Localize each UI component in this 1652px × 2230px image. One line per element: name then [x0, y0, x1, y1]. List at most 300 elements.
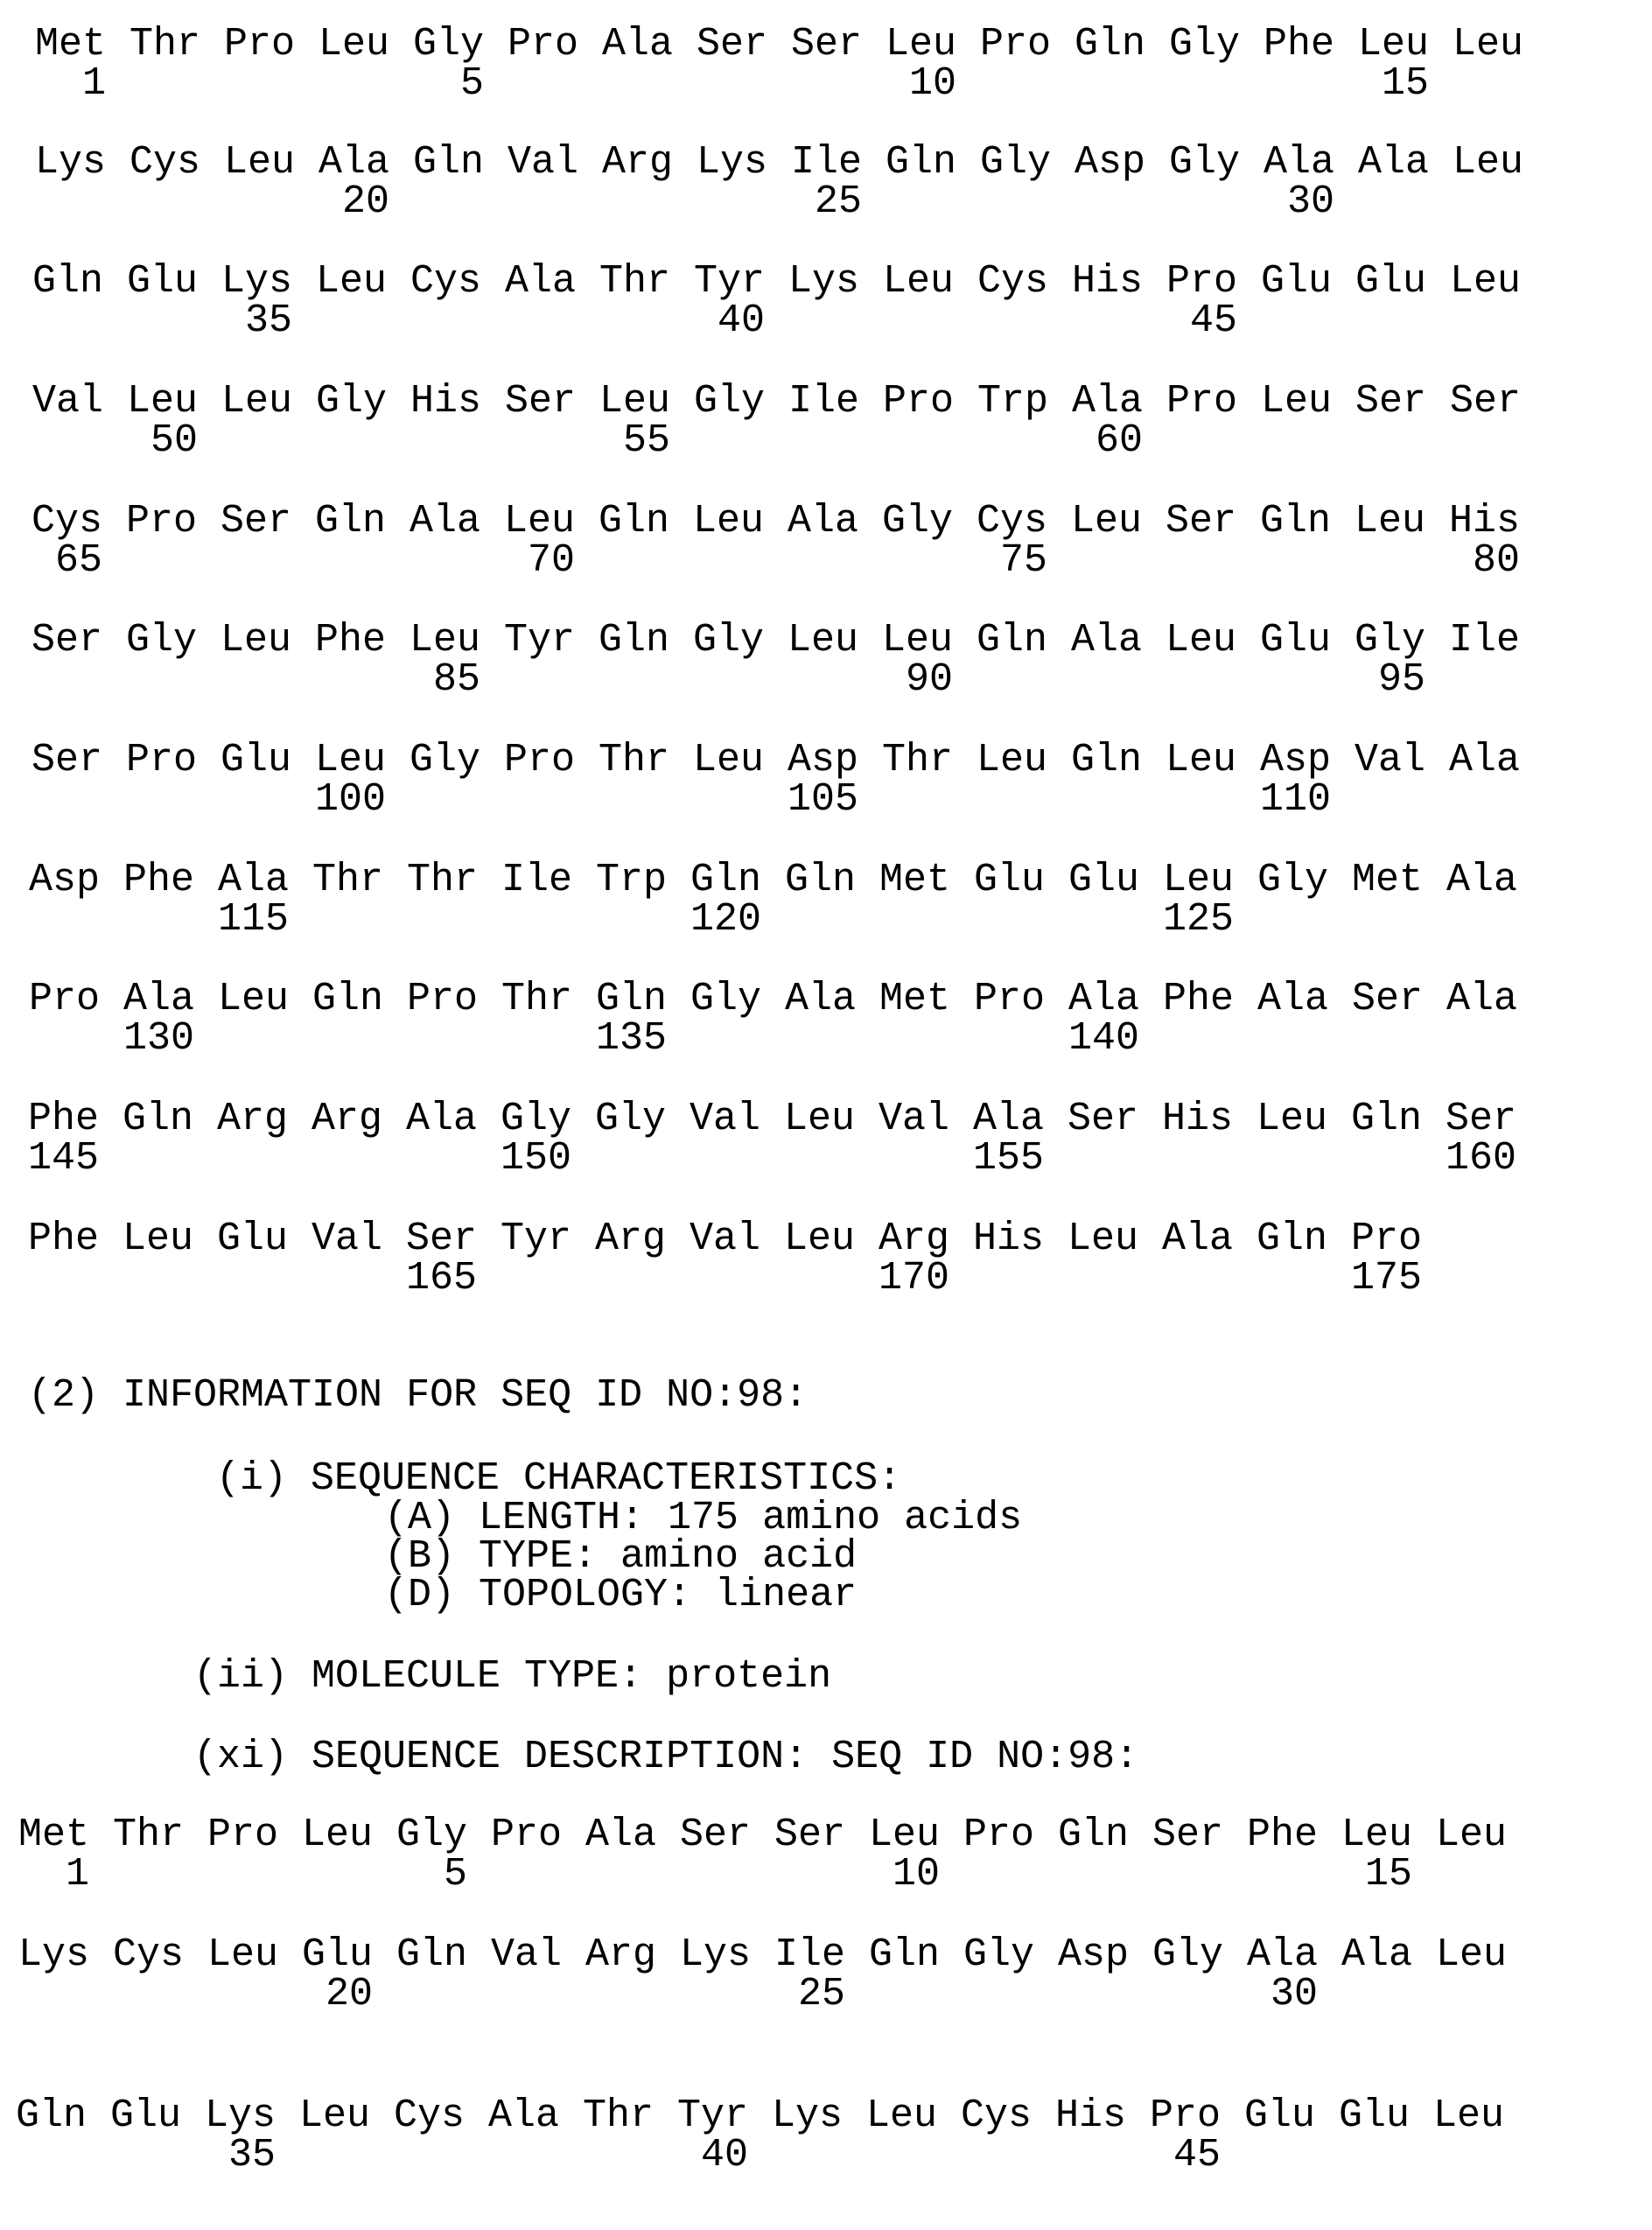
residue: Ala	[406, 1099, 500, 1139]
residue: Asp	[1058, 1935, 1152, 1974]
residue: Ser	[1355, 382, 1450, 421]
residue: Pro	[1166, 262, 1261, 301]
residue: Leu	[1433, 2096, 1528, 2135]
residue: Leu	[221, 382, 316, 421]
position-number: 30	[1264, 182, 1334, 221]
residue: Gln	[690, 860, 785, 900]
residue: Ser	[1450, 382, 1544, 421]
number-slot	[1450, 421, 1544, 460]
number-slot	[18, 1974, 113, 2014]
number-slot	[791, 182, 886, 221]
residue: Lys	[205, 2096, 299, 2135]
residue: Arg	[217, 1099, 312, 1139]
type-field: (B) TYPE: amino acid	[384, 1537, 857, 1576]
residue: Leu	[302, 1815, 396, 1855]
position-number: 40	[694, 301, 765, 340]
residue: Ser	[32, 621, 126, 660]
residue-line	[29, 979, 1541, 1019]
number-slot	[1162, 1259, 1256, 1298]
number-slot	[788, 421, 883, 460]
number-slot	[973, 1259, 1068, 1298]
residue: His	[1449, 501, 1544, 541]
number-slot	[130, 182, 224, 221]
number-slot	[1169, 182, 1264, 221]
number-slot	[974, 1019, 1068, 1058]
residue: Gly	[980, 143, 1074, 182]
number-slot	[696, 64, 791, 103]
number-slot	[302, 1974, 396, 2014]
number-slot	[413, 182, 508, 221]
number-slot	[1071, 541, 1166, 580]
number-slot	[1446, 1139, 1540, 1178]
sequence-row	[35, 25, 1547, 103]
sequence-row	[32, 262, 1544, 340]
number-slot	[690, 1019, 785, 1058]
residue: Thr	[598, 740, 693, 780]
residue-line	[18, 1935, 1530, 1974]
residue: Ala	[1446, 979, 1541, 1019]
sequence-row	[28, 1219, 1446, 1298]
position-number: 85	[410, 660, 480, 699]
residue: Leu	[1261, 382, 1355, 421]
number-slot	[788, 660, 882, 699]
residue-line	[32, 740, 1544, 780]
number-slot	[207, 1974, 302, 2014]
number-slot	[221, 421, 316, 460]
number-slot	[690, 900, 785, 939]
residue: His	[1072, 262, 1166, 301]
residue: Lys	[696, 143, 791, 182]
residue: Phe	[1264, 25, 1358, 64]
residue: Trp	[596, 860, 690, 900]
number-slot	[1247, 1855, 1341, 1894]
number-slot	[1163, 1019, 1257, 1058]
residue: Gly	[1152, 1935, 1247, 1974]
residue: Leu	[1341, 1815, 1436, 1855]
number-slot	[1058, 1974, 1152, 2014]
number-slot	[127, 301, 221, 340]
residue: Leu	[315, 740, 410, 780]
position-number-line	[28, 1139, 1540, 1178]
position-number: 15	[1358, 64, 1429, 103]
position-number: 70	[504, 541, 575, 580]
residue: Asp	[788, 740, 882, 780]
number-slot	[207, 1855, 302, 1894]
residue: Thr	[882, 740, 976, 780]
residue: Gln	[312, 979, 407, 1019]
residue: Leu	[693, 740, 788, 780]
number-slot	[693, 780, 788, 819]
number-slot	[113, 1974, 207, 2014]
number-slot	[1152, 1855, 1247, 1894]
residue: Ala	[1341, 1935, 1436, 1974]
number-slot	[1071, 780, 1166, 819]
residue: Thr	[583, 2096, 677, 2135]
number-slot	[694, 421, 788, 460]
residue-line	[16, 2096, 1528, 2135]
position-number-line	[32, 780, 1544, 819]
number-slot	[879, 1019, 974, 1058]
number-slot	[35, 64, 130, 103]
number-slot	[122, 1139, 217, 1178]
number-slot	[1446, 900, 1541, 939]
residue: Ser	[774, 1815, 869, 1855]
residue: Glu	[1355, 262, 1450, 301]
residue: Ser	[1166, 501, 1260, 541]
residue: Met	[879, 979, 974, 1019]
residue: Cys	[130, 143, 224, 182]
number-slot	[32, 421, 127, 460]
residue: Leu	[122, 1219, 217, 1259]
residue-line	[35, 143, 1547, 182]
number-slot	[977, 301, 1072, 340]
number-slot	[500, 1259, 595, 1298]
residue: Val	[491, 1935, 585, 1974]
number-slot	[217, 1139, 312, 1178]
residue: Leu	[318, 25, 413, 64]
position-number: 120	[690, 900, 761, 939]
number-slot	[1074, 182, 1169, 221]
residue: Pro	[963, 1815, 1058, 1855]
position-number: 1	[35, 64, 106, 103]
number-slot	[1055, 2135, 1150, 2175]
residue: Leu	[218, 979, 312, 1019]
number-slot	[504, 660, 598, 699]
residue: Arg	[602, 143, 696, 182]
number-slot	[312, 1259, 406, 1298]
residue: Phe	[1247, 1815, 1341, 1855]
number-slot	[788, 780, 882, 819]
sequence-row	[32, 740, 1544, 819]
residue: Phe	[28, 1099, 122, 1139]
number-slot	[1257, 1019, 1352, 1058]
residue: Ala	[1071, 621, 1166, 660]
residue: Ala	[785, 979, 879, 1019]
residue: Ala	[602, 25, 696, 64]
number-slot	[866, 2135, 961, 2175]
sequence-row	[32, 501, 1544, 580]
residue: Ala	[410, 501, 504, 541]
residue: Ser	[1152, 1815, 1247, 1855]
number-slot	[315, 780, 410, 819]
residue: Leu	[1358, 25, 1452, 64]
number-slot	[1244, 2135, 1339, 2175]
number-slot	[961, 2135, 1055, 2175]
number-slot	[205, 2135, 299, 2175]
sequence-characteristics: (i) SEQUENCE CHARACTERISTICS:	[216, 1459, 901, 1498]
position-number-line	[29, 900, 1541, 939]
residue: Val	[32, 382, 127, 421]
residue: Ser	[1446, 1099, 1540, 1139]
residue: Gly	[316, 382, 410, 421]
number-slot	[500, 1139, 595, 1178]
residue: Leu	[869, 1815, 963, 1855]
residue: Ser	[1352, 979, 1446, 1019]
number-slot	[1449, 780, 1544, 819]
residue: Glu	[1261, 262, 1355, 301]
position-number: 10	[886, 64, 956, 103]
residue: Thr	[407, 860, 501, 900]
number-slot	[690, 1139, 784, 1178]
number-slot	[221, 301, 316, 340]
position-number-line	[18, 1855, 1530, 1894]
residue: Ala	[1257, 979, 1352, 1019]
position-number-line	[18, 1974, 1530, 2014]
residue: Glu	[302, 1935, 396, 1974]
residue: Gln	[32, 262, 127, 301]
position-number-line	[32, 660, 1544, 699]
residue: Leu	[866, 2096, 961, 2135]
residue: Leu	[886, 25, 980, 64]
number-slot	[491, 1855, 585, 1894]
number-slot	[410, 301, 505, 340]
number-slot	[1446, 1019, 1541, 1058]
residue: Gln	[1351, 1099, 1446, 1139]
residue: Gly	[882, 501, 976, 541]
residue-line	[35, 25, 1547, 64]
residue: Gln	[16, 2096, 110, 2135]
sequence-row	[18, 1935, 1530, 2014]
residue: Pro	[29, 979, 123, 1019]
number-slot	[316, 301, 410, 340]
position-number: 45	[1150, 2135, 1221, 2175]
position-number-line	[35, 64, 1547, 103]
residue: Gly	[1354, 621, 1449, 660]
position-number: 45	[1166, 301, 1237, 340]
residue: Leu	[1436, 1815, 1530, 1855]
number-slot	[312, 900, 407, 939]
number-slot	[963, 1974, 1058, 2014]
number-slot	[1352, 1019, 1446, 1058]
sequence-row	[29, 979, 1541, 1058]
position-number: 15	[1341, 1855, 1412, 1894]
number-slot	[504, 780, 598, 819]
number-slot	[1260, 780, 1354, 819]
sequence-row	[18, 1815, 1530, 1894]
residue: Ala	[1449, 740, 1544, 780]
residue: Ile	[788, 382, 883, 421]
position-number-line	[32, 541, 1544, 580]
number-slot	[123, 1019, 218, 1058]
position-number: 55	[599, 421, 670, 460]
residue: Ser	[696, 25, 791, 64]
residue: Val	[508, 143, 602, 182]
number-slot	[407, 1019, 501, 1058]
number-slot	[110, 2135, 205, 2175]
residue: Gly	[500, 1099, 595, 1139]
residue-line	[29, 860, 1541, 900]
residue: Lys	[35, 143, 130, 182]
position-number: 140	[1068, 1019, 1139, 1058]
sequence-row	[35, 143, 1547, 221]
number-slot	[980, 64, 1074, 103]
residue: Met	[18, 1815, 113, 1855]
residue: Leu	[976, 740, 1071, 780]
residue: Gly	[1257, 860, 1352, 900]
number-slot	[217, 1259, 312, 1298]
number-slot	[680, 1855, 774, 1894]
number-slot	[598, 541, 693, 580]
position-number: 175	[1351, 1259, 1422, 1298]
residue: Met	[35, 25, 130, 64]
position-number: 105	[788, 780, 858, 819]
number-slot	[785, 900, 879, 939]
number-slot	[1068, 1019, 1163, 1058]
number-slot	[1247, 1974, 1341, 2014]
number-slot	[784, 1139, 878, 1178]
number-slot	[976, 660, 1071, 699]
residue: Gly	[410, 740, 504, 780]
residue: Ala	[1247, 1935, 1341, 1974]
residue: Trp	[977, 382, 1072, 421]
number-slot	[1436, 1855, 1530, 1894]
residue: Glu	[1244, 2096, 1339, 2135]
number-slot	[973, 1139, 1068, 1178]
residue: Leu	[693, 501, 788, 541]
residue: Tyr	[500, 1219, 595, 1259]
residue: Gln	[413, 143, 508, 182]
number-slot	[126, 541, 220, 580]
number-slot	[406, 1139, 500, 1178]
number-slot	[1449, 541, 1544, 580]
molecule-type: (ii) MOLECULE TYPE: protein	[193, 1657, 831, 1696]
number-slot	[1261, 301, 1355, 340]
number-slot	[126, 780, 220, 819]
residue: Leu	[1452, 25, 1547, 64]
residue: Gln	[1256, 1219, 1351, 1259]
number-slot	[220, 541, 315, 580]
residue: Val	[690, 1219, 784, 1259]
number-slot	[1166, 301, 1261, 340]
residue: Gln	[315, 501, 410, 541]
number-slot	[32, 780, 126, 819]
number-slot	[505, 301, 599, 340]
residue: Pro	[224, 25, 318, 64]
number-slot	[218, 900, 312, 939]
residue-line	[18, 1815, 1530, 1855]
number-slot	[1256, 1139, 1351, 1178]
number-slot	[1058, 1855, 1152, 1894]
number-slot	[598, 660, 693, 699]
number-slot	[123, 900, 218, 939]
residue: Glu	[1260, 621, 1354, 660]
number-slot	[976, 780, 1071, 819]
position-number-line	[32, 301, 1544, 340]
number-slot	[318, 182, 413, 221]
number-slot	[1260, 541, 1354, 580]
number-slot	[312, 1139, 406, 1178]
number-slot	[1264, 64, 1358, 103]
residue: Ala	[123, 979, 218, 1019]
number-slot	[596, 900, 690, 939]
number-slot	[16, 2135, 110, 2175]
position-number: 170	[878, 1259, 949, 1298]
residue: Ala	[1072, 382, 1166, 421]
residue: Phe	[28, 1219, 122, 1259]
residue: Ile	[501, 860, 596, 900]
position-number: 20	[318, 182, 389, 221]
residue: Cys	[113, 1935, 207, 1974]
number-slot	[1166, 541, 1260, 580]
number-slot	[220, 660, 315, 699]
residue: Ile	[791, 143, 886, 182]
number-slot	[774, 1855, 869, 1894]
position-number: 25	[791, 182, 862, 221]
number-slot	[585, 1855, 680, 1894]
number-slot	[508, 182, 602, 221]
position-number: 150	[500, 1139, 571, 1178]
number-slot	[1152, 1974, 1247, 2014]
number-slot	[32, 660, 126, 699]
number-slot	[602, 64, 696, 103]
residue: Arg	[312, 1099, 406, 1139]
number-slot	[680, 1974, 774, 2014]
number-slot	[690, 1259, 784, 1298]
residue: Lys	[680, 1935, 774, 1974]
number-slot	[1071, 660, 1166, 699]
residue: Tyr	[677, 2096, 772, 2135]
residue: Leu	[224, 143, 318, 182]
number-slot	[977, 421, 1072, 460]
position-number: 100	[315, 780, 386, 819]
residue: Ser	[406, 1219, 500, 1259]
number-slot	[1450, 301, 1544, 340]
residue: Lys	[18, 1935, 113, 1974]
residue: Gly	[694, 382, 788, 421]
number-slot	[602, 182, 696, 221]
number-slot	[1068, 1259, 1162, 1298]
number-slot	[122, 1259, 217, 1298]
residue: Val	[690, 1099, 784, 1139]
sequence-row	[28, 1099, 1540, 1178]
number-slot	[413, 64, 508, 103]
residue: Leu	[1452, 143, 1547, 182]
residue: Gln	[1071, 740, 1166, 780]
sequence-row	[29, 860, 1541, 939]
number-slot	[218, 1019, 312, 1058]
residue-line	[32, 621, 1544, 660]
position-number: 1	[18, 1855, 89, 1894]
sequence-row	[32, 621, 1544, 699]
residue: Leu	[599, 382, 694, 421]
number-slot	[28, 1259, 122, 1298]
number-slot	[407, 900, 501, 939]
number-slot	[18, 1855, 113, 1894]
number-slot	[1352, 900, 1446, 939]
residue-line	[28, 1099, 1540, 1139]
number-slot	[696, 182, 791, 221]
residue: Ala	[1264, 143, 1358, 182]
number-slot	[315, 660, 410, 699]
number-slot	[1166, 421, 1261, 460]
number-slot	[1433, 2135, 1528, 2175]
number-slot	[410, 541, 504, 580]
residue: Arg	[595, 1219, 690, 1259]
residue: Pro	[126, 501, 220, 541]
residue: Gln	[1074, 25, 1169, 64]
position-number: 60	[1072, 421, 1143, 460]
position-number: 5	[413, 64, 484, 103]
info-heading: (2) INFORMATION FOR SEQ ID NO:98:	[28, 1376, 808, 1415]
number-slot	[1354, 780, 1449, 819]
number-slot	[883, 421, 977, 460]
residue: Gln	[976, 621, 1071, 660]
residue: Ala	[505, 262, 599, 301]
sequence-row	[16, 2096, 1528, 2175]
number-slot	[501, 900, 596, 939]
residue: Gln	[1260, 501, 1354, 541]
position-number: 75	[976, 541, 1047, 580]
